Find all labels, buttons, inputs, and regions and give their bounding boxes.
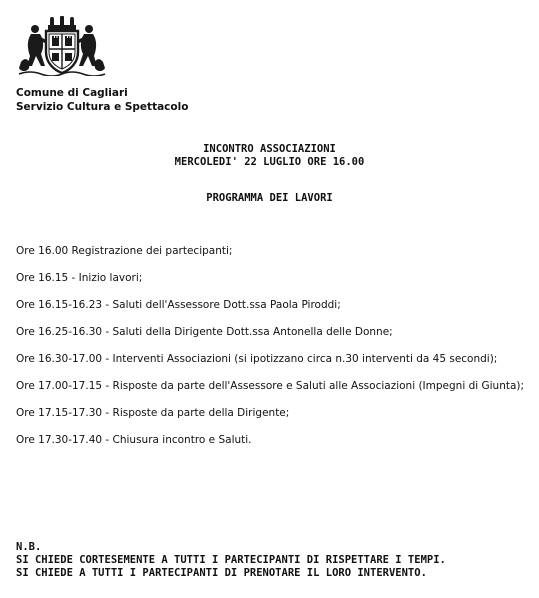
schedule-item: Ore 16.15 - Inizio lavori; <box>16 272 143 284</box>
schedule-item: Ore 17.15-17.30 - Risposte da parte della Dirigente; <box>16 407 290 419</box>
notes-line-time: SI CHIEDE CORTESEMENTE A TUTTI I PARTECIPANTI DI RISPETTARE I TEMPI. <box>16 554 446 566</box>
program-heading: PROGRAMMA DEI LAVORI <box>206 192 333 204</box>
schedule-item: Ore 16.00 Registrazione dei partecipanti; <box>16 245 233 257</box>
schedule-list <box>16 245 531 461</box>
institution-block <box>16 86 188 114</box>
notes-line-booking: SI CHIEDE A TUTTI I PARTECIPANTI DI PRENOTARE IL LORO INTERVENTO. <box>16 567 427 579</box>
event-title: INCONTRO ASSOCIAZIONI <box>203 143 336 155</box>
schedule-item: Ore 17.00-17.15 - Risposte da parte dell'Assessore e Saluti alle Associazioni (Impegni di Giunta); <box>16 380 525 392</box>
institution-name: Comune di Cagliari <box>16 87 128 99</box>
schedule-item: Ore 16.30-17.00 - Interventi Associazioni (si ipotizzano circa n.30 interventi da 45 secondi); <box>16 353 498 365</box>
schedule-item: Ore 16.15-16.23 - Saluti dell'Assessore Dott.ssa Paola Piroddi; <box>16 299 341 311</box>
notes-label: N.B. <box>16 541 42 553</box>
schedule-item: Ore 16.25-16.30 - Saluti della Dirigente Dott.ssa Antonella delle Donne; <box>16 326 393 338</box>
department-name: Servizio Cultura e Spettacolo <box>16 101 189 113</box>
notes-block <box>16 541 446 580</box>
event-date: MERCOLEDI' 22 LUGLIO ORE 16.00 <box>174 156 365 168</box>
schedule-item: Ore 17.30-17.40 - Chiusura incontro e Saluti. <box>16 434 252 446</box>
cagliari-coat-of-arms-icon <box>15 16 109 76</box>
event-heading <box>0 143 539 169</box>
